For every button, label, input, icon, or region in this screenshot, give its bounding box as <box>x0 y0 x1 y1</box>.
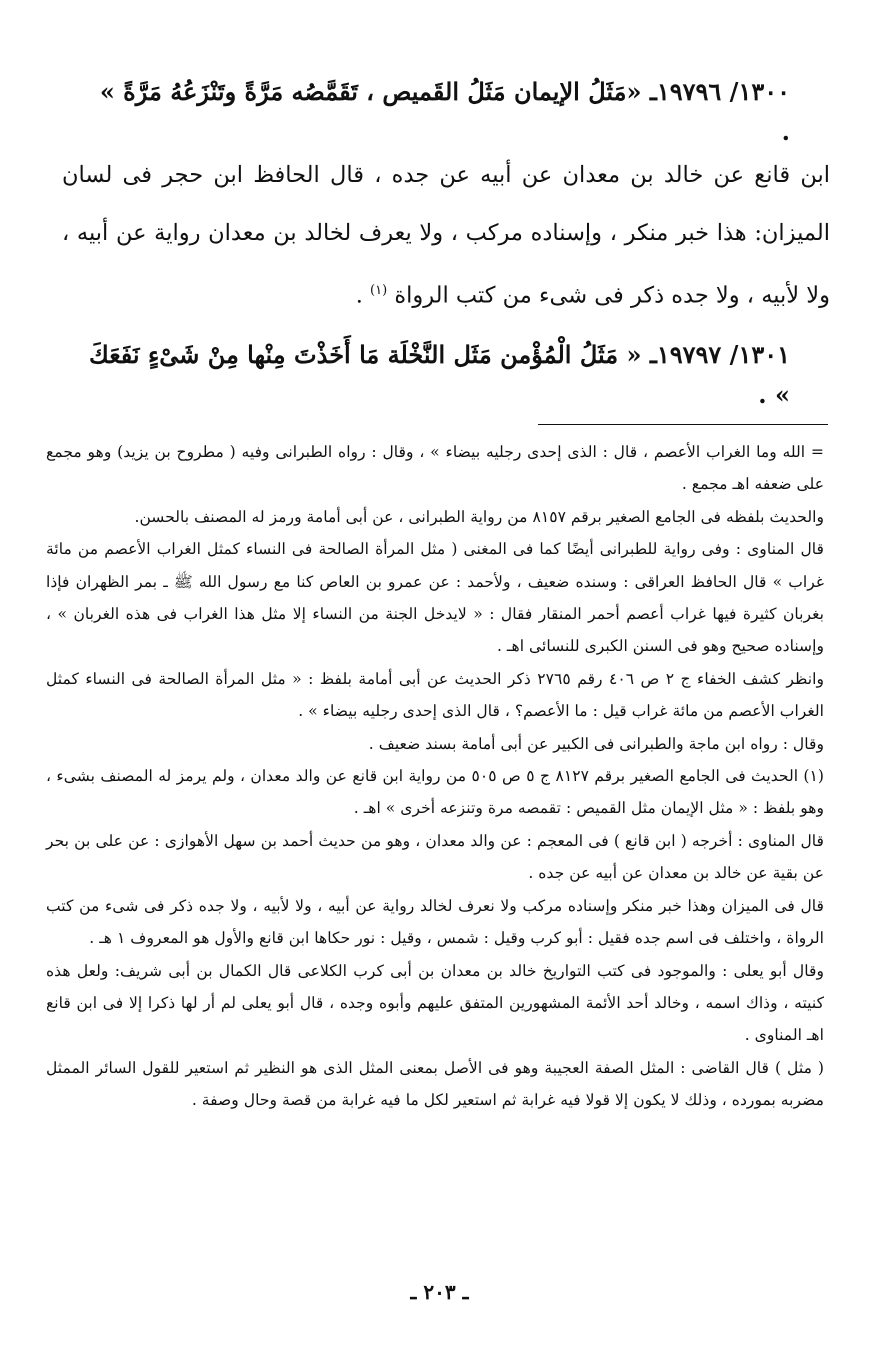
footnote-reference: (١) <box>370 283 388 298</box>
footnote-divider <box>538 424 828 425</box>
footnote-paragraph: ( مثل ) قال القاضى : المثل الصفة العجيبة وهو فى الأصل بمعنى المثل الذى هو النظير ثم استعير للقول السائر الممثل مضربه بمورده ، وذلك لا يكون إلا قولا فيه غرابة ثم استعير لكل ما فيه غرابة من قصة وحال وصفة . <box>46 1058 824 1110</box>
page-number: ـ ٢٠٣ ـ <box>410 1280 469 1304</box>
footnote-paragraph: وانظر كشف الخفاء ج ٢ ص ٤٠٦ رقم ٢٧٦٥ ذكر الحديث عن أبى أمامة بلفظ : « مثل المرأة الصالحة فى النساء كمثل الغراب الأعصم من مائة غراب قيل : ما الأعصم؟ ، قال الذى إحدى رجليه بيضاء » . <box>46 669 824 721</box>
footnote-paragraph: وقال أبو يعلى : والموجود فى كتب التواريخ خالد بن معدان بن أبى كرب الكلاعى قال الكمال بن أبى شريف: ولعل هذه كنيته ، وذاك اسمه ، وخالد أحد الأئمة المشهورين المتفق عليهم وأبوه وجده ، قال أبو يعلى لم أر لها ذكرا إلا فى ابن قانع اهـ المناوى . <box>46 961 824 1045</box>
main-commentary-body: ابن قانع عن خالد بن معدان عن أبيه عن جده ، قال الحافظ ابن حجر فى لسان الميزان: هذا خبر منكر ، وإسناده مركب ، ولا يعرف لخالد بن معدان رواية عن أبيه ، ولا لأبيه ، ولا جده ذكر فى شىء من كتب الرواة <box>62 162 830 309</box>
hadith-1300-number: ١٣٠٠/ ١٩٧٩٦ـ <box>649 77 790 106</box>
footnote-paragraph: والحديث بلفظه فى الجامع الصغير برقم ٨١٥٧ من رواية الطبرانى ، عن أبى أمامة ورمز له المصنف بالحسن. <box>134 507 824 526</box>
main-commentary-end: . <box>355 282 363 309</box>
footnote-paragraph: = الله وما الغراب الأعصم ، قال : الذى إحدى رجليه بيضاء » ، وقال : رواه الطبرانى وفيه ( مطروح بن يزيد) وهو مجمع على ضعفه اهـ مجمع . <box>46 443 824 494</box>
hadith-1301-heading <box>70 335 790 415</box>
footnote-paragraph: قال فى الميزان وهذا خبر منكر وإسناده مركب ولا نعرف لخالد رواية عن أبيه ، ولا لأبيه ، ولا جده ذكر فى شىء من كتب الرواة ، واختلف فى اسم جده فقيل : أبو كرب وقيل : شمس ، وقيل : نور حكاها ابن قانع والأول هو المعروف ١ هـ . <box>46 896 824 948</box>
main-commentary <box>62 146 830 325</box>
footnotes-section <box>46 436 824 1117</box>
footnote-paragraph: وقال : رواه ابن ماجة والطبرانى فى الكبير عن أبى أمامة بسند ضعيف . <box>368 734 824 753</box>
hadith-1301-number: ١٣٠١/ ١٩٧٩٧ـ <box>649 340 790 369</box>
hadith-1300-text: «مَثَلُ الإيمان مَثَلُ القَميص ، تَقَمَّصُه مَرَّةً وتَنْزَعُهُ مَرَّةً » . <box>99 77 790 146</box>
hadith-1300-heading <box>90 72 790 152</box>
hadith-1301-text: « مَثَلُ الْمُؤْمن مَثَل النَّخْلَة مَا أَخَذْتَ مِنْها مِنْ شَىْءٍ نَفَعَكَ » . <box>88 340 790 409</box>
footnote-paragraph: (١) الحديث فى الجامع الصغير برقم ٨١٢٧ ج ٥ ص ٥٠٥ من رواية ابن قانع عن والد معدان ، ولم يرمز له المصنف بشىء ، وهو بلفظ : « مثل الإيمان مثل القميص : تقمصه مرة وتنزعه أخرى » اهـ . <box>46 767 824 818</box>
footnote-paragraph: قال المناوى : وفى رواية للطبرانى أيضًا كما فى المغنى ( مثل المرأة الصالحة فى النساء كمثل الغراب الأعصم من مائة غراب » قال الحافظ العراقى : وسنده ضعيف ، ولأحمد : عن عمرو بن العاص كنا مع رسول الله ﷺ ـ بمر الظهران فإذا بغربان كثيرة فيها غراب أعصم أحمر المنقار فقال : « لايدخل الجنة من النساء إلا مثل هذا الغراب فى هذه الغربان » ، وإسناده صحيح وهو فى السنن الكبرى للنسائى اهـ . <box>46 540 824 656</box>
footnote-paragraph: قال المناوى : أخرجه ( ابن قانع ) فى المعجم : عن والد معدان ، وهو من حديث أحمد بن سهل الأهوازى : عن على بن بحر عن بقية عن خالد بن معدان عن أبيه عن جده . <box>46 831 824 883</box>
